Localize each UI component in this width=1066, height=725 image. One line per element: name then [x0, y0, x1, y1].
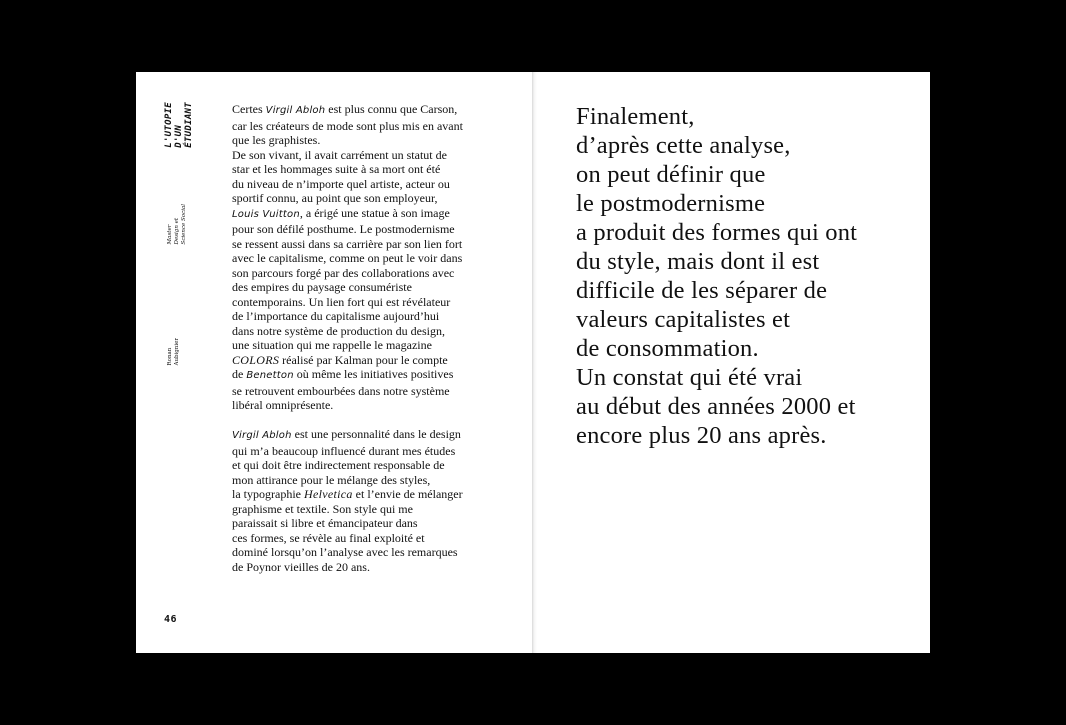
text-line [232, 545, 494, 560]
text-run: pour son défilé posthume. Le postmodernisme [232, 222, 455, 236]
text-line [232, 531, 494, 546]
left-page [136, 72, 532, 653]
side-title: L'UTOPIE D'UN ÉTUDIANT [164, 102, 194, 148]
text-run: dans notre système de production du design, [232, 323, 445, 338]
text-run: de [232, 367, 247, 381]
side-course-label: Master Design et Science Social [167, 204, 187, 245]
text-run: De son vivant, il avait carrément un statut de [232, 147, 447, 162]
text-line [232, 398, 494, 413]
quote-line: a produit des formes qui ont [576, 219, 858, 246]
text-line [232, 502, 494, 517]
quote-line: le postmodernisme [576, 190, 766, 217]
quote-line: encore plus 20 ans après. [576, 422, 827, 449]
text-line [232, 487, 494, 502]
text-line [232, 148, 494, 163]
text-line [232, 353, 494, 368]
text-line [232, 102, 494, 119]
text-line [232, 384, 494, 399]
text-run: ces formes, se révèle au final exploité et [232, 530, 425, 545]
text-run: libéral omniprésente. [232, 398, 334, 412]
text-run: sportif connu, au point que son employeur, [232, 191, 438, 205]
text-run: que les graphistes. [232, 133, 321, 147]
emphasized-title: COLORS [232, 352, 280, 367]
text-run: du niveau de n’importe quel artiste, acteur ou [232, 176, 450, 191]
text-line [232, 177, 494, 192]
text-run: et qui doit être indirectement responsable de [232, 458, 445, 472]
paragraph-1 [232, 102, 494, 413]
paragraph-2 [232, 427, 494, 574]
quote-line: au début des années 2000 et [576, 393, 856, 420]
text-run: mon attirance pour le mélange des styles, [232, 472, 431, 487]
text-run: avec le capitalisme, comme on peut le voir dans [232, 251, 463, 265]
right-page [537, 72, 930, 653]
emphasized-name: Virgil Abloh [265, 105, 326, 116]
text-line [232, 367, 494, 384]
text-run: car les créateurs de mode sont plus mis en avant [232, 118, 463, 133]
page-number: 46 [164, 614, 178, 625]
text-run: se ressent aussi dans sa carrière par son lien fort [232, 236, 463, 251]
pull-quote [576, 102, 916, 450]
text-run: qui m’a beaucoup influencé durant mes études [232, 443, 456, 458]
text-line [232, 444, 494, 459]
text-line [232, 206, 494, 223]
text-run: star et les hommages suite à sa mort ont été [232, 162, 441, 176]
quote-line: Un constat qui été vrai [576, 364, 803, 391]
text-run: des empires du paysage consumériste [232, 280, 412, 294]
text-run: graphisme et textile. Son style qui me [232, 501, 413, 516]
emphasized-title: Helvetica [303, 487, 353, 501]
quote-line: difficile de les séparer de [576, 277, 828, 304]
text-line [232, 295, 494, 310]
text-line [232, 251, 494, 266]
text-run: dominé lorsqu’on l’analyse avec les remarques [232, 545, 458, 559]
text-line [232, 309, 494, 324]
text-run: se retrouvent embourbées dans notre système [232, 383, 450, 398]
quote-line: on peut définir que [576, 161, 766, 188]
text-line [232, 237, 494, 252]
text-run: , a érigé une statue à son image [299, 205, 450, 220]
book-spread [136, 72, 930, 653]
body-text [232, 102, 494, 574]
text-run: de Poynor vieilles de 20 ans. [232, 559, 370, 574]
text-line [232, 119, 494, 134]
quote-line: Finalement, [576, 103, 695, 130]
quote-line: d’après cette analyse, [576, 132, 791, 159]
text-line [232, 324, 494, 339]
text-run: de l’importance du capitalisme aujourd’hui [232, 309, 440, 323]
text-run: la typographie [232, 487, 304, 501]
text-line [232, 266, 494, 281]
text-run: et l’envie de mélanger [352, 487, 463, 501]
text-run: est une personnalité dans le design [291, 427, 461, 441]
text-line [232, 516, 494, 531]
text-line [232, 162, 494, 177]
text-line [232, 133, 494, 148]
quote-line: de consommation. [576, 335, 759, 362]
text-line [232, 222, 494, 237]
text-line [232, 191, 494, 206]
text-run: son parcours forgé par des collaborations avec [232, 265, 455, 280]
emphasized-name: Virgil Abloh [232, 430, 292, 441]
side-author-label: Ronan Aubignier [167, 338, 180, 366]
text-run: où même les initiatives positives [293, 367, 454, 381]
emphasized-name: Louis Vuitton [232, 208, 300, 220]
text-line [232, 338, 494, 353]
text-run: paraissait si libre et émancipateur dans [232, 516, 418, 530]
quote-line: valeurs capitalistes et [576, 306, 791, 333]
emphasized-name: Benetton [246, 370, 294, 381]
text-run: est plus connu que Carson, [325, 102, 458, 116]
quote-line: du style, mais dont il est [576, 248, 820, 275]
text-run: Certes [232, 102, 266, 116]
text-run: réalisé par Kalman pour le compte [279, 352, 448, 367]
text-line [232, 280, 494, 295]
text-line [232, 560, 494, 575]
text-line [232, 427, 494, 444]
text-line [232, 473, 494, 488]
text-run: contemporains. Un lien fort qui est révélateur [232, 294, 451, 309]
text-run: une situation qui me rappelle le magazine [232, 338, 432, 352]
text-line [232, 458, 494, 473]
